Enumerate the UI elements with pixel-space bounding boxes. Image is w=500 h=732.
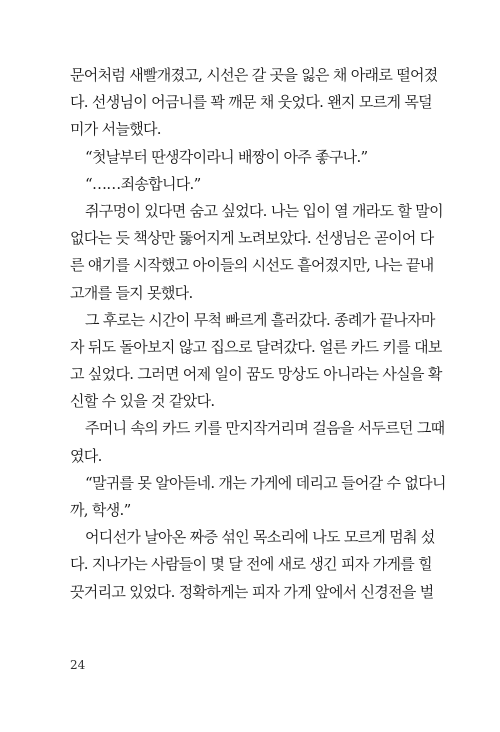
text-line: 른 얘기를 시작했고 아이들의 시선도 흩어졌지만, 나는 끝내 <box>70 256 434 275</box>
dialogue-line: “말귀를 못 알아듣네. 개는 가게에 데리고 들어갈 수 없다니 <box>85 473 446 492</box>
text-line: 끗거리고 있었다. 정확하게는 피자 가게 앞에서 신경전을 벌 <box>70 582 434 601</box>
paragraph-start-line: 쥐구멍이 있다면 숨고 싶었다. 나는 입이 열 개라도 할 말이 <box>85 201 443 220</box>
text-line: 다. 선생님이 어금니를 꽉 깨문 채 웃었다. 왠지 모르게 목덜 <box>70 93 432 112</box>
dialogue-line: “첫날부터 딴생각이라니 배짱이 아주 좋구나.” <box>85 147 368 166</box>
text-line: 자 뒤도 돌아보지 않고 집으로 달려갔다. 얼른 카드 키를 대보 <box>70 337 442 356</box>
paragraph-start-line: 어디선가 날아온 짜증 섞인 목소리에 나도 모르게 멈춰 섰 <box>85 528 435 547</box>
page-number: 24 <box>70 658 86 672</box>
text-line: 문어처럼 새빨개졌고, 시선은 갈 곳을 잃은 채 아래로 떨어졌 <box>70 66 438 84</box>
paragraph-start-line: 그 후로는 시간이 무척 빠르게 흘러갔다. 종례가 끝나자마 <box>85 310 435 329</box>
text-line: 신할 수 있을 것 같았다. <box>70 392 215 411</box>
text-line: 고 싶었다. 그러면 어제 일이 꿈도 망상도 아니라는 사실을 확 <box>70 365 442 384</box>
text-line: 였다. <box>70 446 102 465</box>
text-line: 까, 학생.” <box>70 501 131 519</box>
paragraph-start-line: 주머니 속의 카드 키를 만지작거리며 걸음을 서두르던 그때 <box>85 419 445 438</box>
text-line: 미가 서늘했다. <box>70 120 161 139</box>
text-line: 다. 지나가는 사람들이 몇 달 전에 새로 생긴 피자 가게를 힐 <box>70 555 432 574</box>
text-line: 고개를 들지 못했다. <box>70 283 193 302</box>
text-line: 없다는 듯 책상만 뚫어지게 노려보았다. 선생님은 곧이어 다 <box>70 229 434 248</box>
dialogue-line: “……죄송합니다.” <box>85 174 201 193</box>
body-text <box>70 62 446 606</box>
